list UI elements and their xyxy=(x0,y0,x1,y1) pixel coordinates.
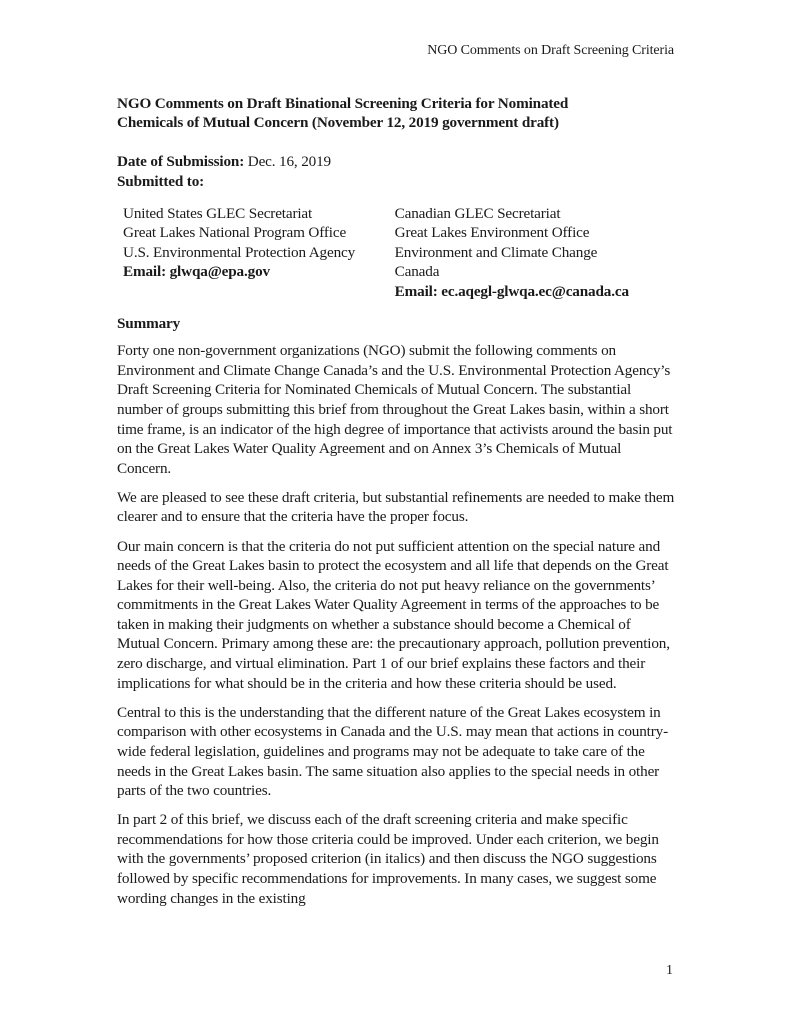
recipient-line: Canada xyxy=(394,263,440,281)
paragraph: In part 2 of this brief, we discuss each of the draft screening criteria and make specific recommendations for how those criteria could be improved. Under each criterion, we begin with the governments’ proposed criterion (in italics) and then discuss the NGO suggestions followed by specific recommendations for improvements. In many cases, we suggest some wording changes in the existing xyxy=(117,811,659,907)
summary-heading: Summary xyxy=(117,314,181,332)
paragraph: Central to this is the understanding that the different nature of the Great Lakes ecosystem in comparison with other ecosystems in Canada and the U.S. may mean that actions in country-wide federal legislation, guidelines and programs may not be adequate to take care of the needs in the Great Lakes basin. The same situation also applies to the special needs in other parts of the two countries. xyxy=(117,703,668,800)
submitted-to-label: Submitted to: xyxy=(117,173,205,190)
recipient-us xyxy=(123,204,395,302)
recipient-line: U.S. Environmental Protection Agency xyxy=(123,243,356,261)
running-header: NGO Comments on Draft Screening Criteria xyxy=(427,43,674,58)
recipient-line: Great Lakes National Program Office xyxy=(123,224,347,242)
paragraph: We are pleased to see these draft criteria, but substantial refinements are needed to make them clearer and to ensure that the criteria have the proper focus. xyxy=(117,488,675,526)
page-number: 1 xyxy=(666,963,673,978)
paragraph: Forty one non-government organizations (NGO) submit the following comments on Environment and Climate Change Canada’s and the U.S. Environmental Protection Agency’s Draft Screening Criteria for Nominated Chemicals of Mutual Concern. The substantial number of groups submitting this brief from throughout the Great Lakes basin, within a short time frame, is an indicator of the high degree of importance that activists around the basin put on the Great Lakes Water Quality Agreement and on Annex 3’s Chemicals of Mutual Concern. xyxy=(117,342,673,477)
recipient-line: Canadian GLEC Secretariat xyxy=(394,204,561,222)
recipient-line: Environment and Climate Change xyxy=(394,243,598,261)
title-line-2: Chemicals of Mutual Concern (November 12, 2019 government draft) xyxy=(117,114,559,132)
recipient-line: Great Lakes Environment Office xyxy=(394,224,590,242)
submission-date xyxy=(117,152,677,172)
date-label: Date of Submission: xyxy=(117,153,245,171)
recipient-email[interactable]: Email: ec.aqegl-glwqa.ec@canada.ca xyxy=(394,282,629,300)
paragraph: Our main concern is that the criteria do not put sufficient attention on the special nature and needs of the Great Lakes basin to protect the ecosystem and all life that depends on the Great Lakes for their well-being. Also, the criteria do not put heavy reliance on the governments’ commitments in the Great Lakes Water Quality Agreement in terms of the approaches to be taken in making their judgments on whether a substance should become a Chemical of Mutual Concern. Primary among these are: the precautionary approach, pollution prevention, zero discharge, and virtual elimination. Part 1 of our brief explains these factors and their implications for what should be in the criteria and how these criteria should be used. xyxy=(117,537,670,692)
recipients xyxy=(117,204,677,302)
title-line-1: NGO Comments on Draft Binational Screening Criteria for Nominated xyxy=(117,95,569,112)
document-body xyxy=(117,94,677,918)
document-title xyxy=(117,94,677,132)
recipient-line: United States GLEC Secretariat xyxy=(123,204,313,222)
date-value: Dec. 16, 2019 xyxy=(244,153,332,171)
recipient-email[interactable]: Email: glwqa@epa.gov xyxy=(123,263,270,281)
submission-meta xyxy=(117,152,677,191)
recipient-canada xyxy=(395,204,677,302)
